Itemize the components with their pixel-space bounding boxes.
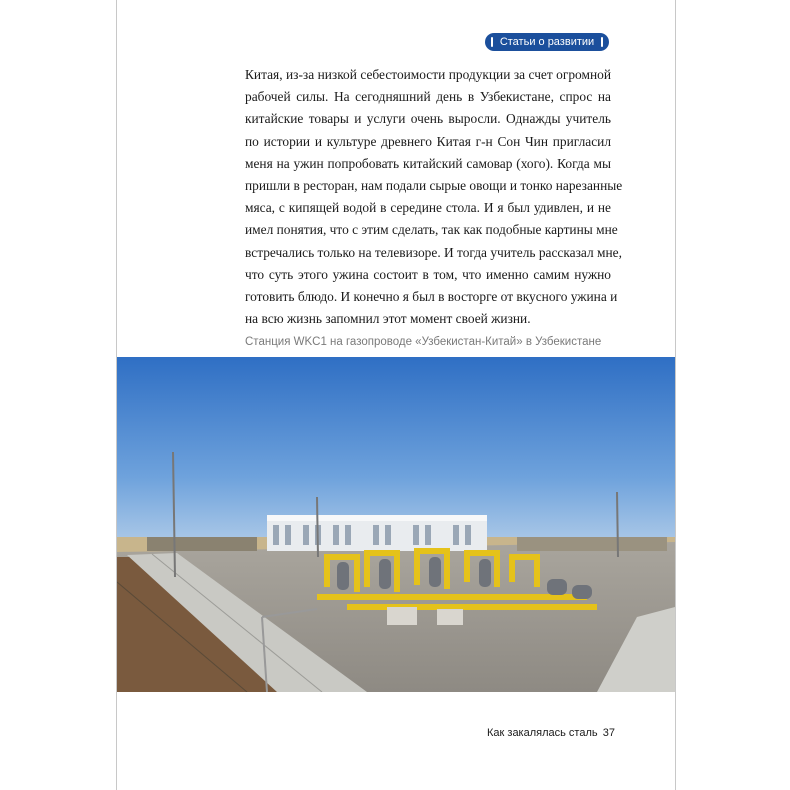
text-line: Китая, из-за низкой себестоимости продукции за счет огромной [245, 67, 611, 82]
text-line: готовить блюдо. И конечно я был в восторге от вкусного ужина и [245, 289, 618, 305]
gas-station-photo [117, 357, 675, 692]
text-line: китайские товары и услуги очень выросли. Однажды учитель [245, 111, 611, 127]
text-line: имел понятия, что с этим сделать, так как подобные картины мне [245, 222, 618, 238]
section-badge [485, 33, 609, 51]
text-line: мяса, с кипящей водой в середине стола. И я был удивлен, и не [245, 200, 611, 216]
text-line: встречались только на телевизоре. И тогда учитель рассказал мне, [245, 244, 622, 260]
page-footer [487, 727, 615, 739]
section-label: Статьи о развитии [499, 36, 595, 48]
text-line: рабочей силы. На сегодняшний день в Узбекистане, спрос на [245, 89, 611, 105]
photo-illustration [117, 357, 675, 692]
page-number: 37 [602, 727, 615, 739]
text-line: что суть этого ужина состоит в том, что именно самим нужно [245, 266, 611, 282]
photo-caption: Станция WKC1 на газопроводе «Узбекистан-Китай» в Узбекистане [245, 336, 602, 348]
text-line: на всю жизнь запомнил этот момент своей жизни. [245, 311, 531, 327]
text-line: меня на ужин попробовать китайский самовар (хого). Когда мы [245, 155, 611, 171]
text-line: пришли в ресторан, нам подали сырые овощи и тонко нарезанные [245, 178, 623, 194]
body-paragraph [245, 64, 623, 330]
badge-right-mark [601, 37, 603, 47]
text-line: по истории и культуре древнего Китая г-н Сон Чин пригласил [245, 133, 611, 149]
book-title: Как закалялась сталь [487, 727, 598, 739]
book-page [116, 0, 676, 790]
badge-left-mark [491, 37, 493, 47]
